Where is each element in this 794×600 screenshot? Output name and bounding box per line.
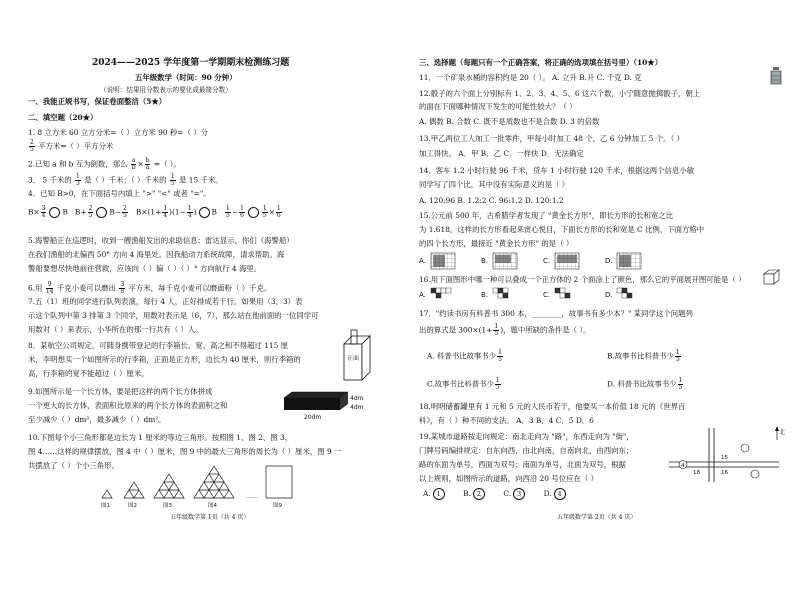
question-19b: 门牌号码编排规定：自东向西，由北向南，自南向北，由西向东； [419, 446, 634, 455]
question-19-options: A. 1 B. 2 C. 3 D. 4 [423, 488, 568, 500]
question-13b: 加工得快。 A．甲 B．乙 C．一样快 D．无法确定 [419, 149, 584, 158]
question-12c: A. 偶数 B. 合数 C. 既不是质数也不是合数 D. 3 的倍数 [419, 117, 600, 126]
q16-option-d-net[interactable] [617, 288, 632, 298]
right-page-footer: 五年级数学第 2页（共 4 页） [557, 514, 637, 521]
left-page-footer: 五年级数学第 1页（共 4 页） [170, 514, 250, 521]
compare-circle[interactable] [49, 207, 60, 218]
map-number-18: 18 [693, 470, 700, 476]
question-4-expressions: B× $\frac{3}{4}$ B B+ $\frac{2}{5}$ B− $\frac{2}{5}$ B×(1+ $\frac{1}{4}$ )(1− $\frac{1}{4}$ ) B $\frac{1}{5}$ − $\frac{1}{6}$ $\frac{1}{5}$ × $\frac{1}{6}$ [28, 205, 281, 219]
fraction-1-3: $\frac{1}{3}$ [76, 173, 80, 187]
question-7a: 7.五（1）班的同学进行队列表演，每行 4 人，正好排成若干行。如果用（3，3）表 [28, 297, 303, 306]
fig-2-label: 图2 [128, 503, 137, 509]
street-map-figure [665, 424, 785, 486]
question-10c: 共摆放了（ ）个小三角形。 [28, 461, 120, 470]
q19-option-c[interactable]: 3 [513, 488, 525, 500]
exam-subject: 五年级数学（时间：90 分钟） [135, 73, 237, 82]
question-16: 16.用下面图形中哪一种可以叠成一个正方体的 2 个面涂上了颜色，那么它的平面展开图可能是（ ） [419, 275, 746, 284]
fraction-1-4: $\frac{1}{4}$ [163, 205, 168, 219]
fig-3-label: 图3 [163, 503, 172, 509]
triangle-fig-4 [194, 466, 234, 509]
question-18b: 科》，有（ ）种不同的支法。 A．3 B．4 C．5 D．6 [419, 416, 594, 425]
question-11: 11．一个矿泉水桶的容积约是 20（ ）。 A. 立升 B.升 C. 千克 D. 克 [419, 73, 642, 82]
fraction-1-5-a: $\frac{1}{5}$ [498, 349, 502, 363]
fraction-1-5c: $\frac{1}{5}$ [262, 205, 267, 219]
question-9a: 9.如图所示是一个长方体，要是把这样的两个长方体拼成 [28, 387, 213, 396]
question-8c: 高，行李箱的宽不能超过（ ）厘米。 [28, 369, 149, 378]
triangle-fig-2 [124, 482, 144, 509]
compare-circle[interactable] [248, 207, 259, 218]
suitcase-figure [338, 326, 374, 386]
fraction-2-5: $\frac{2}{5}$ [30, 139, 34, 153]
fraction-1-6b: $\frac{1}{6}$ [276, 205, 281, 219]
q16-option-d-label: D. [605, 291, 613, 299]
cuboid-figure [280, 388, 370, 424]
question-12b: 的面在下面哪种情况下发生的可能性较大？（ ） [419, 102, 577, 111]
cuboid-dim-length: 20dm [304, 414, 322, 421]
fraction-a-b: $\frac{a}{b}$ [131, 157, 136, 171]
fraction-1-4b: $\frac{1}{4}$ [187, 205, 192, 219]
question-17-option-d[interactable]: D. 科普书比故事书少 $\frac{1}{5}$ [607, 377, 683, 391]
question-14b: 同学写了四个比，其中没有实际意义的是（ ） [419, 180, 570, 189]
fraction-1-6: $\frac{1}{6}$ [240, 205, 244, 219]
q16-option-b-net[interactable] [493, 288, 508, 298]
question-8b: 米，李明想买一个如图所示的行李箱，正面是正方形，边长为 40 厘米，则行李箱的 [28, 355, 301, 364]
fraction-1-5-c: $\frac{1}{5}$ [495, 377, 500, 391]
cube-icon [762, 268, 782, 288]
exam-note: （说明：结果用分数表示的要化成最简分数） [100, 86, 232, 94]
question-19a: 19.某城市道路按走向规定：南北走向为 "路"，东西走向为 "街"， [419, 432, 634, 441]
question-15a: 15.公元前 500 年，古希腊学者发现了 "黄金长方形"，即长方形的长和宽之比 [419, 211, 674, 220]
water-bucket-icon [769, 66, 783, 86]
compare-circle[interactable] [96, 207, 107, 218]
question-15b: 为 1.618，这样的长方形看起来赏心悦目，下面长方形的长和宽是 C 比例，下面方格中 [419, 225, 705, 234]
fraction-1-5-d: $\frac{1}{5}$ [678, 377, 683, 391]
exam-title: 2024——2025 学年度第一学期期末检测练习题 [92, 58, 290, 68]
question-6: 6.用 $\frac{9}{14}$ 千克小麦可以磨出 $\frac{3}{8}$ 平方米，每千克小麦可以磨面粉（ ）千克。 [28, 281, 272, 295]
fraction-1-5-q17: $\frac{1}{5}$ [494, 323, 499, 337]
question-5b: 在我们渔船的北偏西 50° 方向 4 海里处。因我船动力系统故障，请求帮助。海 [28, 250, 285, 259]
question-17-option-b[interactable]: B.故事书比科普书少 $\frac{1}{5}$ [607, 349, 680, 363]
question-1b: $\frac{2}{5}$ 平方米=（ ）平方分米 [30, 139, 114, 153]
fraction-3-4: $\frac{3}{4}$ [41, 205, 46, 219]
triangle-fig-1 [101, 490, 112, 509]
question-5c: 警船要想尽快地前往营救，应该向（ ）偏（ ）（ ）° 方向航行 4 海里。 [28, 264, 262, 273]
q16-option-a-label: A. [419, 291, 426, 299]
fraction-2-5b: $\frac{2}{5}$ [88, 205, 93, 219]
question-17-option-c[interactable]: C.故事书比科普书少 $\frac{1}{5}$ [427, 377, 500, 391]
section-2-heading: 二、填空题（20★） [28, 113, 98, 122]
fig-1-label: 图1 [101, 503, 110, 509]
fraction-9-14: $\frac{9}{14}$ [45, 281, 54, 295]
triangle-pattern-figures [96, 462, 296, 510]
compare-circle[interactable] [199, 207, 210, 218]
q16-option-c-label: C. [543, 291, 551, 299]
section-3-heading: 三、选择题（每题只有一个正确答案，将正确的选项填在括号里）（10★） [419, 58, 663, 67]
question-18a: 18.明明储蓄罐里有 1 元和 5 元的人民币若干，他要买一本价值 18 元的《世界百 [419, 402, 686, 411]
question-13a: 13.甲乙两位工人加工一批零件，甲每小时加工 48 个，乙 6 分钟加工 5 个。（ ） [419, 134, 685, 143]
map-number-4: 4 [681, 463, 685, 469]
question-17b: 出的算式是 300×(1+ $\frac{1}{5}$ )，题中所缺的条件是（ ）。 [419, 323, 591, 337]
map-number-16: 16 [721, 470, 728, 476]
golden-rectangle-options [419, 250, 659, 272]
question-5a: 5.海警船正在巡逻时，收到一艘渔船发出的求助信息：雷达显示，你们（海警船） [28, 236, 294, 245]
q19-option-b[interactable]: 2 [473, 488, 485, 500]
question-7c: 用数对（ ）来表示，小华所在的那一行共有（ ）人。 [28, 325, 203, 334]
question-19c: 路的东面为单号，西面为双号；南面为单号，北面为双号，根据 [419, 460, 626, 469]
question-12a: 12.骰子的六个面上分别标有 1、2、3、4、5、6 这六个数，小宁随意抛掷骰子，朝上 [419, 89, 701, 98]
q15-option-c-label: C. [543, 257, 551, 265]
right-page [397, 0, 794, 600]
question-15c: 的四个长方形，最接近 "黄金长方形" 的是（ ） [419, 239, 574, 248]
question-17a: 17．"约读书房有科普书 300 本，________，故事书有多少本？" 某同学这个问题列 [419, 309, 693, 318]
question-7b: 示这个队列中第 3 排第 3 个同学，用数对表示是（6，7），那么站在他前面的一位同学可 [28, 311, 319, 320]
map-number-15: 15 [721, 455, 728, 461]
triangle-fig-9 [266, 466, 292, 509]
suitcase-front-label: 正面 [347, 355, 360, 362]
cuboid-dim-width: 4dm [350, 404, 364, 411]
fraction-1-5b: $\frac{1}{5}$ [226, 205, 230, 219]
q15-option-b-label: B. [481, 257, 489, 265]
q16-option-c-net[interactable] [555, 288, 570, 298]
question-14c: A. 120:96 B. 1.2:2 C. 96:1.2 D. 120:1.2 [419, 196, 564, 205]
fig-4-label: 图4 [208, 503, 217, 509]
fig-9-label: 图9 [273, 503, 282, 509]
question-9b: 一个更大的长方体，表面积比原来的两个长方体的表面积之和 [28, 401, 228, 410]
question-2: 2.已知 a 和 b 互为倒数，那么 $\frac{a}{b}$ × $\frac{b}{a}$ =（ ）。 [28, 157, 181, 171]
question-9c: 至少减少（ ）dm²，最多减少（ ）dm²。 [28, 415, 166, 424]
cube-net-options [419, 286, 679, 304]
question-1a: 1. 8 立方米 60 立方分米=（ ）立方米 90 秒=（ ）分 [28, 128, 208, 137]
cuboid-dim-height: 4dm [350, 395, 364, 402]
section-1-heading: 一、我能正规书写，保证卷面整洁（5★） [28, 97, 167, 106]
fraction-b-a: $\frac{b}{a}$ [145, 157, 150, 171]
q16-option-a-net[interactable] [431, 288, 451, 298]
question-17-option-a[interactable]: A. 科普书比故事书少 $\frac{1}{5}$ [427, 349, 502, 363]
north-label: 北 [779, 429, 785, 436]
question-4: 4．已知 B>0，在下面括号内填上 ">" "<" 或者 "="。 [28, 189, 211, 198]
q19-option-a[interactable]: 1 [433, 488, 445, 500]
fraction-2-5c: $\frac{2}{5}$ [123, 205, 127, 219]
triangle-fig-3 [154, 474, 184, 509]
q15-option-a-label: A. [419, 257, 426, 265]
question-10b: 图 4……这样的规律摆放，图 4 中（ ）厘米，图 9 中的最大三角形的周长为（ ）厘米，图 9 一 [28, 447, 342, 456]
ellipsis: …… [246, 493, 258, 500]
fraction-1-5-b: $\frac{1}{5}$ [675, 349, 680, 363]
question-14a: 14．客车 1.2 小时行驶 96 千米，货车 1 小时行驶 120 千米，根据这两个信息小敏 [419, 166, 695, 175]
question-8a: 8．某航空公司规定，可随身携带登记的行李箱长、宽、高之和不得超过 115 厘 [28, 341, 289, 350]
fraction-3-8: $\frac{3}{8}$ [120, 281, 125, 295]
fraction-1-5: $\frac{1}{5}$ [170, 173, 175, 187]
question-19d: 以上规则，如图所示的道路，向西沿 20 号位应在（ ） [419, 474, 599, 483]
question-3: 3． 5 千米的 $\frac{1}{3}$ 是（ ）千米；（ ）千米的 $\frac{1}{5}$ 是 15 千米。 [28, 173, 223, 187]
q16-option-b-label: B. [481, 291, 489, 299]
q15-option-d-label: D. [605, 257, 613, 265]
question-10a: 10.下图每个小三角形都是边长为 1 厘米的等边三角形。按照图 1、图 2、图 3、 [28, 433, 293, 442]
q19-option-d[interactable]: 4 [554, 488, 566, 500]
